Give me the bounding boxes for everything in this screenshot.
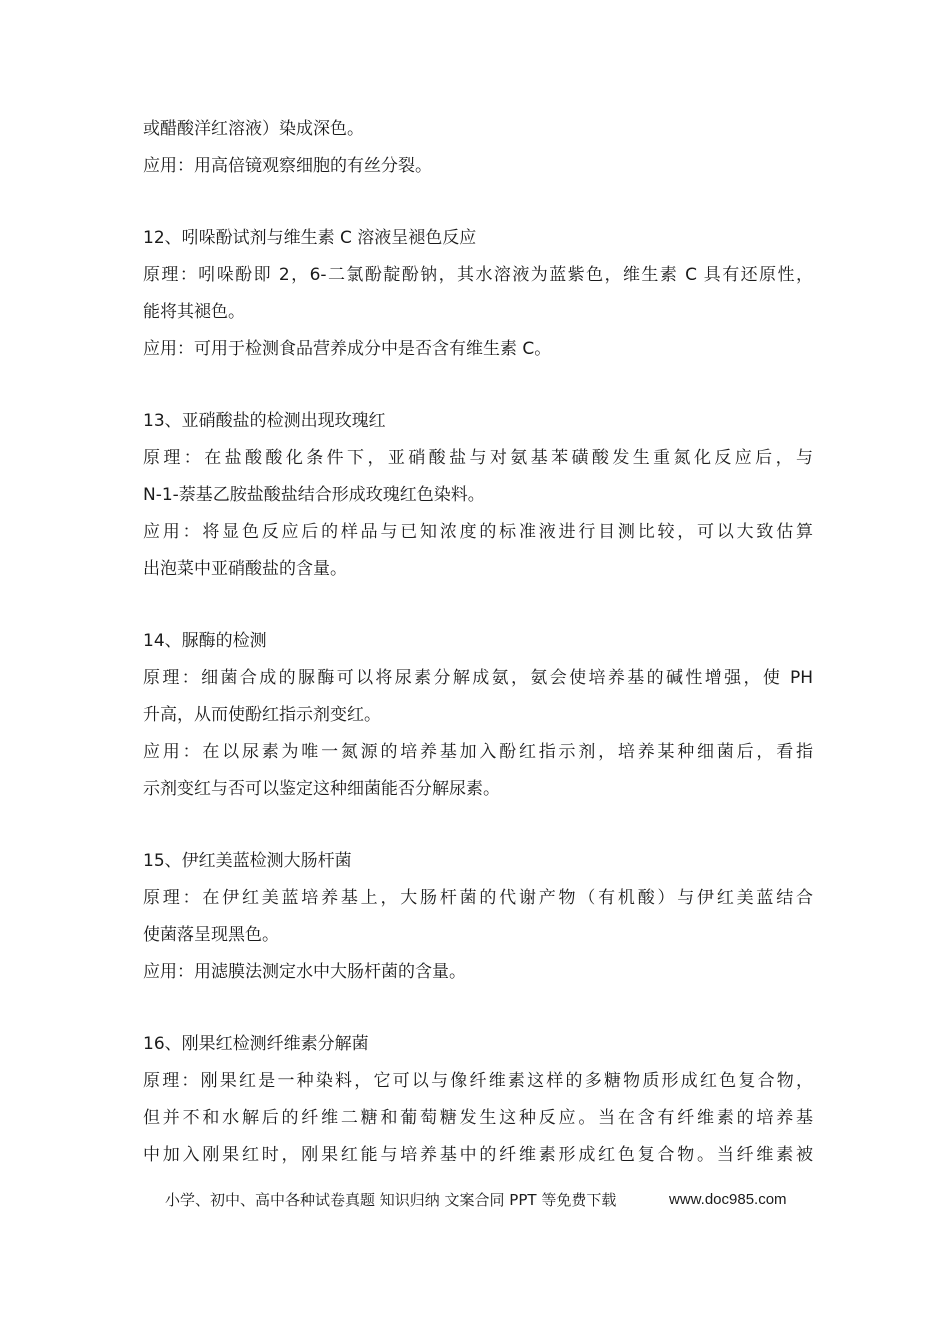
text-line-14: 升高，从而使酚红指示剂变红。 bbox=[143, 705, 381, 725]
text-line-15: 应用：在以尿素为唯一氮源的培养基加入酚红指示剂，培养某种细菌后，看指 bbox=[143, 742, 813, 762]
section-heading-12: 12、吲哚酚试剂与维生素 C 溶液呈褪色反应 bbox=[143, 228, 477, 248]
section-heading-13: 13、亚硝酸盐的检测出现玫瑰红 bbox=[143, 411, 386, 431]
text-line-18: 原理：在伊红美蓝培养基上，大肠杆菌的代谢产物（有机酸）与伊红美蓝结合 bbox=[143, 888, 813, 908]
text-line-2: 应用：用高倍镜观察细胞的有丝分裂。 bbox=[143, 156, 432, 176]
text-line-22: 原理：刚果红是一种染料，它可以与像纤维素这样的多糖物质形成红色复合物， bbox=[143, 1071, 813, 1091]
text-line-24: 中加入刚果红时，刚果红能与培养基中的纤维素形成红色复合物。当纤维素被 bbox=[143, 1145, 813, 1165]
section-heading-16: 16、刚果红检测纤维素分解菌 bbox=[143, 1034, 369, 1054]
section-heading-15: 15、伊红美蓝检测大肠杆菌 bbox=[143, 851, 352, 871]
text-line-6: 应用：可用于检测食品营养成分中是否含有维生素 C。 bbox=[143, 339, 552, 359]
footer-promo-text: 小学、初中、高中各种试卷真题 知识归纳 文案合同 PPT 等免费下载 bbox=[165, 1191, 617, 1209]
text-line-4: 原理：吲哚酚即 2，6-二氯酚靛酚钠，其水溶液为蓝紫色，维生素 C 具有还原性， bbox=[143, 265, 813, 285]
text-line-8: 原理：在盐酸酸化条件下，亚硝酸盐与对氨基苯磺酸发生重氮化反应后，与 bbox=[143, 448, 813, 468]
text-line-1: 或醋酸洋红溶液）染成深色。 bbox=[143, 119, 364, 139]
text-line-16: 示剂变红与否可以鉴定这种细菌能否分解尿素。 bbox=[143, 779, 500, 799]
text-line-9: N-1-萘基乙胺盐酸盐结合形成玫瑰红色染料。 bbox=[143, 485, 485, 505]
text-line-19: 使菌落呈现黑色。 bbox=[143, 925, 279, 945]
text-line-23: 但并不和水解后的纤维二糖和葡萄糖发生这种反应。当在含有纤维素的培养基 bbox=[143, 1108, 813, 1128]
text-line-10: 应用：将显色反应后的样品与已知浓度的标准液进行目测比较，可以大致估算 bbox=[143, 522, 813, 542]
text-line-11: 出泡菜中亚硝酸盐的含量。 bbox=[143, 559, 347, 579]
section-heading-14: 14、脲酶的检测 bbox=[143, 631, 267, 651]
text-line-20: 应用：用滤膜法测定水中大肠杆菌的含量。 bbox=[143, 962, 466, 982]
text-line-5: 能将其褪色。 bbox=[143, 302, 245, 322]
footer-website-link[interactable]: www.doc985.com bbox=[669, 1191, 787, 1208]
text-line-13: 原理：细菌合成的脲酶可以将尿素分解成氨，氨会使培养基的碱性增强，使 PH bbox=[143, 668, 813, 688]
